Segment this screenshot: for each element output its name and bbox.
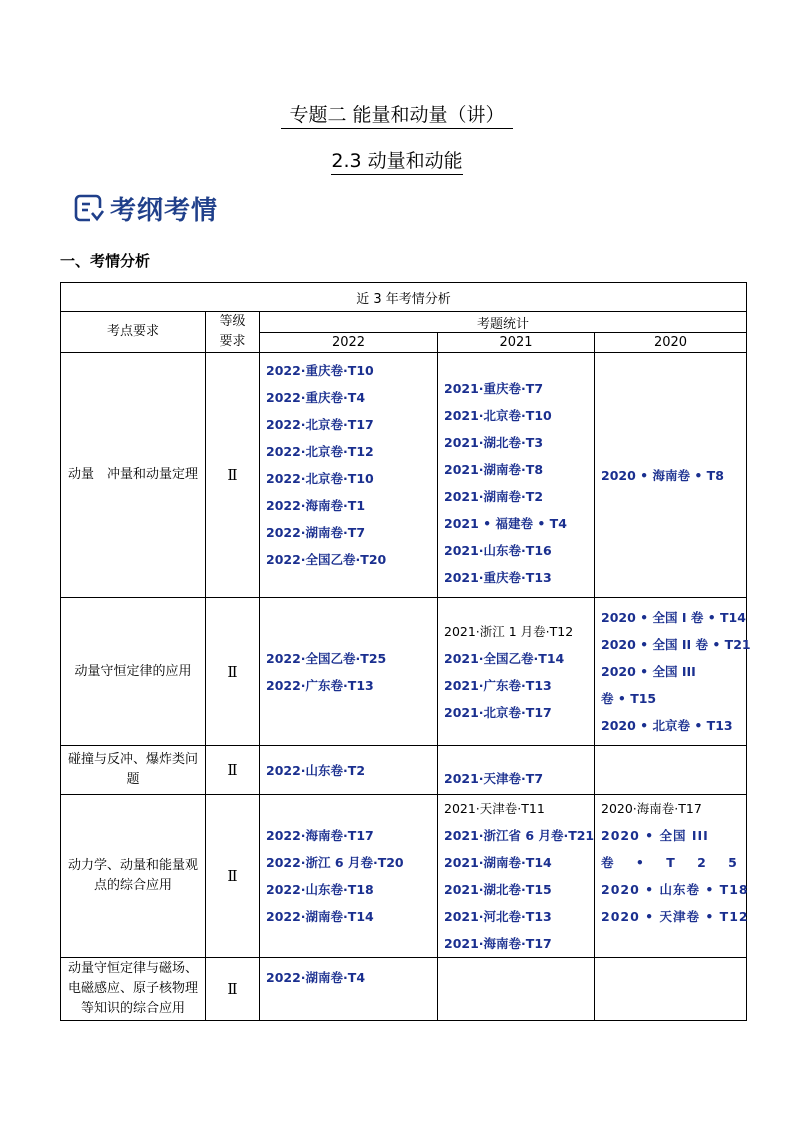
exam-ref: 2021·全国乙卷·T14: [444, 650, 565, 666]
exam-ref: 2020 • 北京卷 • T13: [601, 718, 733, 733]
topic-cell: 动量 冲量和动量定理: [61, 353, 206, 598]
refs-2020: [595, 353, 747, 598]
exam-ref: 2022·全国乙卷·T25: [266, 650, 387, 666]
exam-ref: 2022·北京卷·T17: [266, 417, 374, 432]
refs-2020: [595, 958, 747, 1021]
exam-ref: 2022·山东卷·T18: [266, 882, 374, 897]
list-doc-icon: [74, 193, 104, 223]
banner-text: 考纲考情: [110, 195, 219, 226]
exam-ref: 2021·山东卷·T16: [444, 543, 552, 558]
exam-ref: 2022·广东卷·T13: [266, 677, 374, 693]
header-requirement: 考点要求: [61, 312, 206, 353]
exam-ref: 2022·全国乙卷·T20: [266, 552, 387, 567]
refs-2022: [260, 353, 438, 598]
refs-2020: [595, 746, 747, 795]
table-row: [61, 958, 747, 1021]
topic-cell: 动量守恒定律与磁场、电磁感应、原子核物理等知识的综合应用: [61, 958, 206, 1021]
exam-ref: 2021·天津卷·T11: [444, 801, 545, 816]
exam-ref: 2022·山东卷·T2: [266, 762, 366, 778]
exam-ref: 2021·重庆卷·T13: [444, 570, 552, 585]
exam-ref: 2021·北京卷·T10: [444, 408, 552, 423]
exam-ref: 2022·重庆卷·T4: [266, 390, 366, 405]
exam-ref: 2022·海南卷·T17: [266, 828, 374, 843]
exam-ref: 2020 • 海南卷 • T8: [601, 467, 724, 483]
doc-subtitle: 2.3 动量和动能: [0, 146, 794, 173]
table-caption: 近 3 年考情分析: [61, 283, 747, 312]
refs-2021: [438, 958, 595, 1021]
exam-ref: 2022·湖南卷·T14: [266, 909, 374, 924]
topic-cell: 动量守恒定律的应用: [61, 598, 206, 746]
refs-2022: [260, 598, 438, 746]
header-stats: 考题统计: [260, 312, 747, 333]
refs-2021: [438, 598, 595, 746]
doc-title: 专题二 能量和动量（讲）: [0, 100, 794, 127]
table-row: [61, 598, 747, 746]
exam-ref: 2020 • 全国 II 卷 • T21: [601, 637, 751, 652]
exam-ref: 2021·重庆卷·T7: [444, 381, 544, 396]
exam-ref: 2021·湖南卷·T14: [444, 855, 552, 870]
header-year: 2021: [438, 333, 595, 353]
exam-ref: 2021·湖南卷·T8: [444, 462, 544, 477]
level-cell: Ⅱ: [206, 958, 260, 1021]
exam-ref: 2021·海南卷·T17: [444, 936, 552, 951]
exam-ref: 2020 • 山东卷 • T18: [601, 882, 749, 897]
exam-ref: 2022·湖南卷·T4: [266, 970, 366, 985]
exam-ref: 2021·浙江省 6 月卷·T21: [444, 828, 595, 843]
exam-ref: 2020 • 全国 III: [601, 828, 709, 843]
refs-2021: [438, 353, 595, 598]
exam-ref: 2022·北京卷·T10: [266, 471, 374, 486]
exam-ref: 卷 • T 2 5: [601, 855, 746, 870]
exam-ref: 2020 • 全国 III: [601, 664, 696, 679]
refs-2022: [260, 746, 438, 795]
exam-ref: 2020·海南卷·T17: [601, 801, 702, 816]
refs-2022: [260, 958, 438, 1021]
level-cell: Ⅱ: [206, 746, 260, 795]
exam-ref: 2022·湖南卷·T7: [266, 525, 366, 540]
level-cell: Ⅱ: [206, 353, 260, 598]
exam-ref: 2022·海南卷·T1: [266, 498, 366, 513]
exam-ref: 2021·湖北卷·T3: [444, 435, 544, 450]
exam-ref: 2021·北京卷·T17: [444, 704, 552, 720]
exam-ref: 2021·湖北卷·T15: [444, 882, 552, 897]
section-banner: [74, 190, 218, 226]
exam-ref: 2022·北京卷·T12: [266, 444, 374, 459]
refs-2020: [595, 795, 747, 958]
header-year: 2020: [595, 333, 747, 353]
refs-2020: [595, 598, 751, 746]
table-row: [61, 795, 747, 958]
section-heading: 一、考情分析: [60, 252, 151, 270]
level-cell: Ⅱ: [206, 795, 260, 958]
header-level: 等级要求: [206, 312, 260, 353]
header-year: 2022: [260, 333, 438, 353]
exam-analysis-table: [60, 282, 751, 1021]
refs-2021: [438, 746, 595, 795]
exam-ref: 2021·广东卷·T13: [444, 677, 552, 693]
refs-2021: [438, 795, 595, 958]
refs-2022: [260, 795, 438, 958]
exam-ref: 2021·浙江 1 月卷·T12: [444, 623, 574, 639]
exam-ref: 2021·湖南卷·T2: [444, 489, 544, 504]
table-row: [61, 353, 747, 598]
exam-ref: 2021 • 福建卷 • T4: [444, 516, 567, 531]
exam-ref: 2020 • 天津卷 • T12: [601, 909, 749, 924]
topic-cell: 碰撞与反冲、爆炸类问题: [61, 746, 206, 795]
exam-ref: 卷 • T15: [601, 691, 657, 706]
level-cell: Ⅱ: [206, 598, 260, 746]
exam-ref: 2021·河北卷·T13: [444, 909, 552, 924]
table-row: [61, 746, 747, 795]
exam-ref: 2022·重庆卷·T10: [266, 363, 374, 378]
exam-ref: 2020 • 全国 I 卷 • T14: [601, 610, 746, 625]
exam-ref: 2021·天津卷·T7: [444, 771, 544, 786]
topic-cell: 动力学、动量和能量观点的综合应用: [61, 795, 206, 958]
exam-ref: 2022·浙江 6 月卷·T20: [266, 855, 404, 870]
